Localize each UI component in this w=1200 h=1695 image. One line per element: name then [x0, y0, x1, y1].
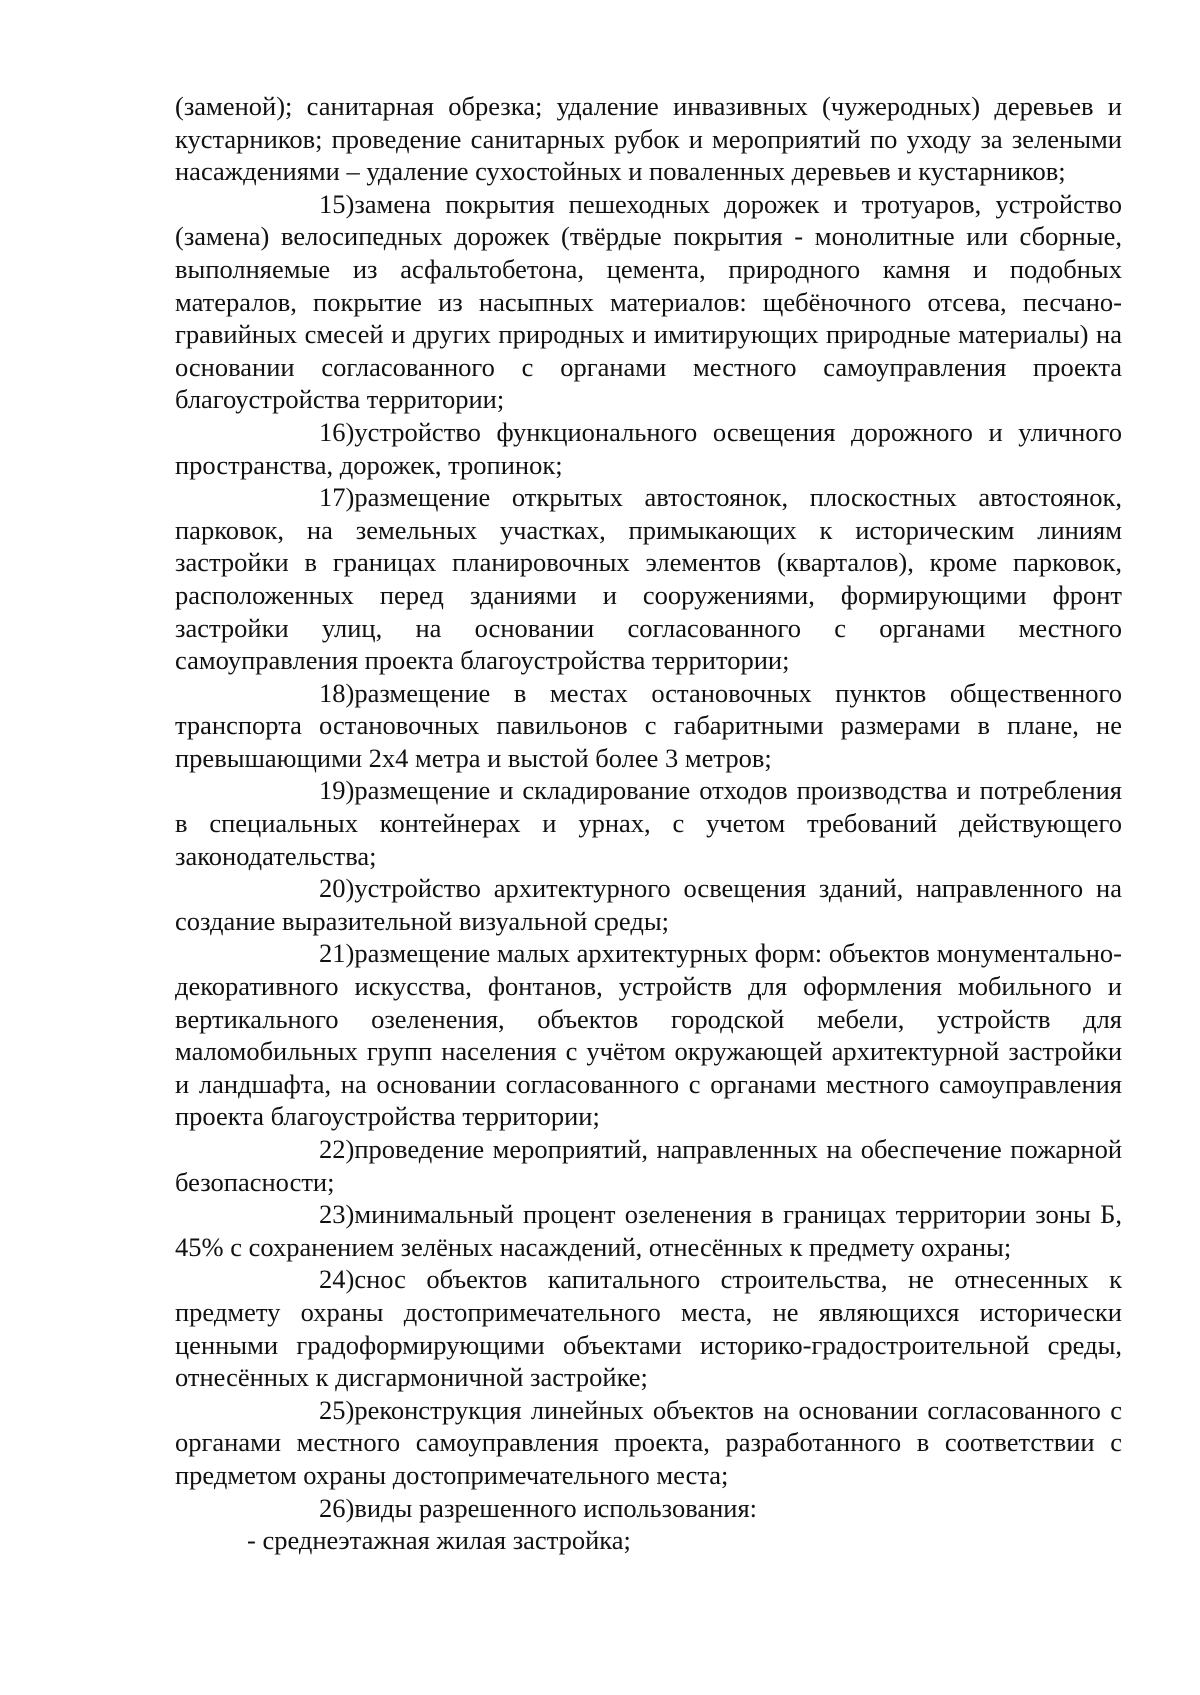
item-text: размещение в местах остановочных пунктов общественного транспорта остановочных павильонов с габаритными размерами в плане, не превышающими 2х4 метра и выстой более 3 метров;	[175, 677, 1122, 773]
item-number: 16)	[319, 416, 355, 447]
item-text: размещение открытых автостоянок, плоскостных автостоянок, парковок, на земельных участках, примыкающих к историческим линиям застройки в границах планировочных элементов (кварталов), кроме парковок, расположенных перед зданиями и сооружениями, формирующими фронт застройки улиц, на основании согласованного с органами местного самоуправления проекта благоустройства территории;	[175, 482, 1122, 676]
list-item-16	[175, 416, 1122, 481]
item-number: 24)	[319, 1264, 355, 1295]
list-item-21	[175, 937, 1122, 1133]
list-item-26	[175, 1492, 1122, 1525]
item-text: размещение малых архитектурных форм: объектов монументально-декоративного искусства, фонтанов, устройств для оформления мобильного и вертикального озеленения, объектов городской мебели, устройств для маломобильных групп населения с учётом окружающей архитектурной застройки и ландшафта, на основании согласованного с органами местного самоуправления проекта благоустройства территории;	[175, 938, 1122, 1132]
list-item-23	[175, 1198, 1122, 1263]
list-item-19	[175, 774, 1122, 872]
intro-paragraph: (заменой); санитарная обрезка; удаление инвазивных (чужеродных) деревьев и кустарников; проведение санитарных рубок и мероприятий по уходу за зелеными насаждениями – удаление сухостойных и поваленных деревьев и кустарников;	[175, 91, 1122, 187]
item-text: размещение и складирование отходов производства и потребления в специальных контейнерах и урнах, с учетом требований действующего законодательства;	[175, 775, 1122, 871]
item-text: снос объектов капитального строительства, не отнесенных к предмету охраны достопримечательного места, не являющихся исторически ценными градоформирующими объектами историко-градостроительной среды, отнесённых к дисгармоничной застройке;	[175, 1264, 1122, 1393]
item-number: 25)	[319, 1394, 355, 1425]
item-number: 22)	[319, 1134, 355, 1164]
list-item-15	[175, 188, 1122, 416]
item-number: 23)	[319, 1199, 355, 1230]
item-number: 19)	[319, 775, 355, 806]
item-text: замена покрытия пешеходных дорожек и тротуаров, устройство (замена) велосипедных дорожек (твёрдые покрытия - монолитные или сборные, выполняемые из асфальтобетона, цемента, природного камня и подобных матералов, покрытие из насыпных материалов: щебёночного отсева, песчано-гравийных смесей и других природных и имитирующих природные материалы) на основании согласованного с органами местного самоуправления проекта благоустройства территории;	[175, 188, 1122, 415]
item-text: проведение мероприятий, направленных на обеспечение пожарной безопасности;	[175, 1134, 1122, 1197]
list-item-25	[175, 1394, 1122, 1492]
list-item-18	[175, 677, 1122, 775]
item-number: 15)	[319, 188, 355, 219]
item-text: устройство архитектурного освещения зданий, направленного на создание выразительной визуальной среды;	[175, 873, 1122, 936]
item-text: минимальный процент озеленения в границах территории зоны Б, 45% с сохранением зелёных насаждений, отнесённых к предмету охраны;	[175, 1199, 1122, 1262]
item-text: виды разрешенного использования:	[354, 1492, 758, 1523]
list-item-22	[175, 1133, 1122, 1198]
item-text: реконструкция линейных объектов на основании согласованного с органами местного самоуправления проекта, разработанного в соответствии с предметом охраны достопримечательного места;	[175, 1394, 1122, 1490]
item-number: 17)	[319, 482, 355, 513]
item-number: 21)	[319, 938, 355, 969]
list-item-20	[175, 872, 1122, 937]
document-body	[175, 90, 1122, 1557]
item-number: 20)	[319, 873, 355, 904]
item-number: 26)	[319, 1492, 355, 1523]
item-number: 18)	[319, 677, 355, 708]
dash-list-item: - среднеэтажная жилая застройка;	[247, 1525, 631, 1556]
list-item-24	[175, 1263, 1122, 1393]
item-text: устройство функционального освещения дорожного и уличного пространства, дорожек, тропинок;	[175, 416, 1122, 480]
list-item-17	[175, 481, 1122, 677]
